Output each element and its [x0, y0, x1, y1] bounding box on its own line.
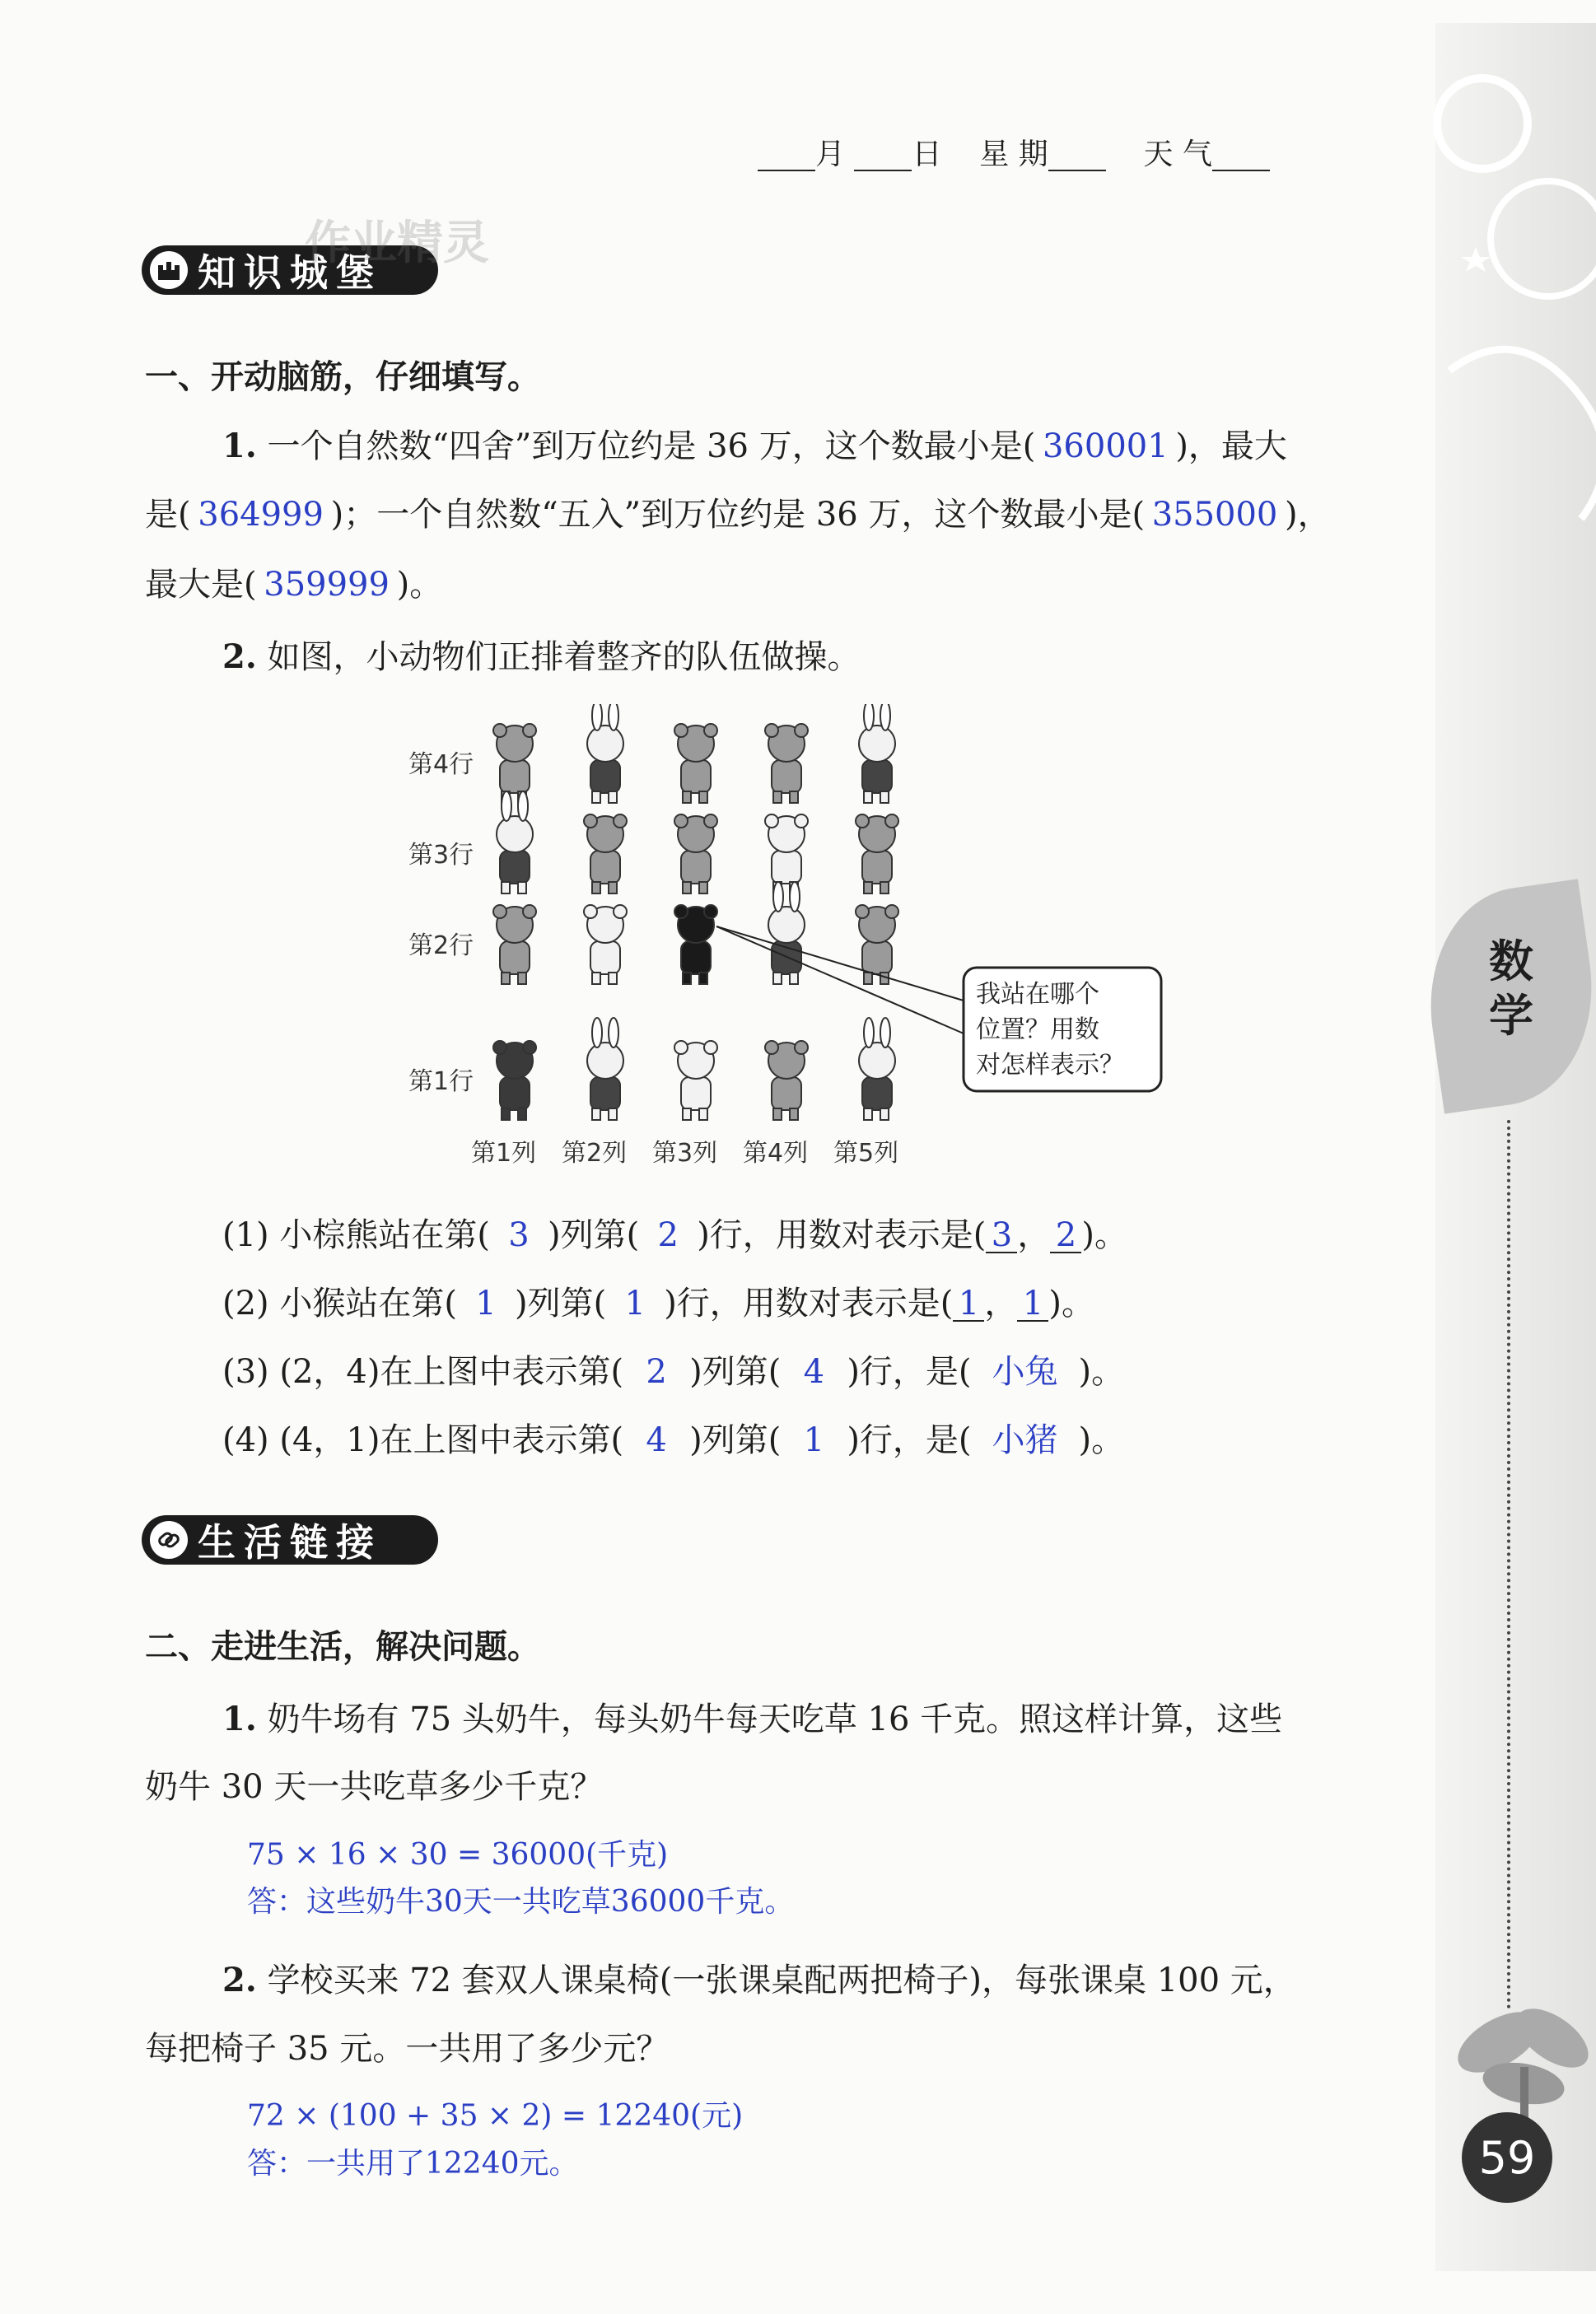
- q1-text7: )。: [396, 566, 443, 604]
- col-label-4: 第4列: [743, 1139, 809, 1168]
- p1-answer: 答：这些奶牛30天一共吃草36000千克。: [247, 1885, 795, 1919]
- sub4-prefix: (4) (4，1)在上图中表示第(: [222, 1421, 624, 1459]
- sub4-answer-col: 4: [646, 1421, 667, 1459]
- castle-icon: [150, 251, 188, 289]
- page-number: 59: [1462, 2112, 1552, 2203]
- q2-text: 如图，小动物们正排着整齐的队伍做操。: [267, 638, 861, 676]
- row-label-4: 第4行: [408, 750, 474, 779]
- q1-text4: )；一个自然数“五入”到万位约是 36 万，这个数最小是(: [330, 496, 1146, 534]
- banner-title-2: 生活链接: [198, 1520, 382, 1565]
- pig-icon: [856, 905, 898, 984]
- p1-text1: 奶牛场有 75 头奶牛，每头奶牛每天吃草 16 千克。照这样计算，这些: [267, 1701, 1283, 1738]
- p2-calculation: 72 × (100 + 35 × 2) = 12240(元): [247, 2099, 744, 2133]
- q1-answer-max: 364999: [198, 496, 324, 534]
- p1-text2: 奶牛 30 天一共吃草多少千克？: [145, 1768, 604, 1806]
- pig-icon: [493, 905, 536, 984]
- sub3-answer-row: 4: [803, 1353, 825, 1391]
- sub3-answer-col: 2: [646, 1353, 667, 1391]
- p1-calculation: 75 × 16 × 30 = 36000(千克): [247, 1838, 669, 1872]
- q2-line: [222, 637, 861, 676]
- sub2-answer-col: 1: [475, 1285, 497, 1323]
- q1-text3: 是(: [145, 496, 191, 534]
- sub2-end: )。: [1048, 1285, 1095, 1323]
- q1-number: 1.: [222, 427, 257, 465]
- sub2-comma: ，: [984, 1285, 1018, 1323]
- dog-icon: [765, 814, 808, 893]
- header-weather: 天 气: [1143, 138, 1212, 171]
- row-label-3: 第3行: [408, 841, 474, 870]
- pig-icon: [765, 724, 808, 803]
- q2-sub-3: [222, 1353, 1125, 1391]
- row-label-2: 第2行: [408, 931, 474, 960]
- sub4-suffix: )行，是(: [847, 1421, 972, 1459]
- sub2-mid: )列第(: [514, 1285, 607, 1323]
- sub4-answer-row: 1: [803, 1421, 825, 1459]
- sub3-suffix: )行，是(: [847, 1353, 972, 1391]
- p2-text1: 学校买来 72 套双人课桌椅(一张课桌配两把椅子)，每张课桌 100 元，: [267, 1962, 1296, 1999]
- sub1-mid: )列第(: [547, 1216, 640, 1254]
- sub1-prefix: (1) 小棕熊站在第(: [222, 1216, 490, 1254]
- q1-text5: )，: [1285, 496, 1331, 534]
- sub2-suffix: )行，用数对表示是(: [664, 1285, 954, 1323]
- dog-icon: [584, 905, 627, 984]
- rabbit-icon: [859, 704, 895, 803]
- p1-number: 1.: [222, 1700, 257, 1738]
- col-label-1: 第1列: [471, 1139, 537, 1168]
- sub2-pair-x: 1: [953, 1287, 984, 1322]
- sub3-prefix: (3) (2，4)在上图中表示第(: [222, 1353, 624, 1391]
- bubble-line-2: 位置？用数: [976, 1015, 1099, 1044]
- sub2-prefix: (2) 小猴站在第(: [222, 1285, 457, 1323]
- dotted-divider: [1507, 1120, 1510, 2009]
- col-label-5: 第5列: [833, 1139, 899, 1168]
- pig-icon: [674, 724, 717, 803]
- subject-char-2: 学: [1489, 990, 1533, 1042]
- sub4-answer-animal: 小猪: [992, 1421, 1058, 1459]
- header-weekday: 星 期: [979, 138, 1048, 171]
- q1-text2: )，最大: [1175, 427, 1287, 465]
- header-month: 月: [815, 138, 846, 171]
- p2-answer: 答：一共用了12240元。: [247, 2147, 579, 2181]
- header-day: 日: [912, 138, 942, 171]
- row-label-1: 第1行: [408, 1067, 474, 1096]
- dog-icon: [674, 1041, 717, 1120]
- header-date-line: [758, 140, 1270, 171]
- sub1-answer-col: 3: [508, 1216, 530, 1254]
- p2-text2: 每把椅子 35 元。一共用了多少元？: [145, 2030, 670, 2068]
- p1-line1: [222, 1700, 1283, 1738]
- sub1-end: )。: [1081, 1216, 1128, 1254]
- q1-line1: [222, 427, 1287, 465]
- rabbit-icon: [587, 1018, 623, 1120]
- pig-icon: [493, 724, 536, 803]
- sub2-answer-row: 1: [624, 1285, 646, 1323]
- q1-line3: [145, 566, 443, 604]
- q1-answer-min2: 355000: [1151, 496, 1278, 534]
- sub1-pair-y: 2: [1050, 1219, 1081, 1253]
- decorative-swirl-icon: [1433, 25, 1596, 560]
- rabbit-icon: [587, 704, 623, 803]
- sub3-answer-animal: 小兔: [992, 1353, 1058, 1391]
- section2-heading: 二、走进生活，解决问题。: [145, 1628, 540, 1666]
- sub1-pair-x: 3: [986, 1219, 1017, 1253]
- p2-number: 2.: [222, 1961, 257, 1999]
- col-label-3: 第3列: [652, 1139, 718, 1168]
- rabbit-icon: [497, 791, 533, 893]
- q1-text1: 一个自然数“四舍”到万位约是 36 万，这个数最小是(: [267, 427, 1036, 465]
- link-icon: [150, 1521, 188, 1559]
- pig-icon: [674, 814, 717, 893]
- q1-answer-min: 360001: [1042, 427, 1169, 465]
- sub1-comma: ，: [1017, 1216, 1051, 1254]
- section1-heading: 一、开动脑筋，仔细填写。: [145, 358, 540, 396]
- bubble-line-1: 我站在哪个: [976, 980, 1099, 1009]
- sub3-mid: )列第(: [689, 1353, 782, 1391]
- q1-answer-max2: 359999: [264, 566, 390, 604]
- pig-icon: [765, 1041, 808, 1120]
- watermark-text: 作业精灵: [305, 217, 489, 270]
- sub3-end: )。: [1078, 1353, 1125, 1391]
- pig-icon: [584, 814, 627, 893]
- p2-line1: [222, 1961, 1296, 1999]
- sub1-suffix: )行，用数对表示是(: [697, 1216, 987, 1254]
- banner-title: 知识城堡: [198, 250, 382, 295]
- q1-text6: 最大是(: [145, 566, 257, 604]
- sub2-pair-y: 1: [1017, 1287, 1048, 1322]
- rabbit-icon: [859, 1018, 895, 1120]
- q2-sub-1: [222, 1216, 1128, 1254]
- q2-sub-4: [222, 1421, 1125, 1459]
- sub1-answer-row: 2: [657, 1216, 679, 1254]
- q2-number: 2.: [222, 637, 257, 676]
- col-label-2: 第2列: [562, 1139, 628, 1168]
- animal-grid-figure: [395, 704, 1186, 1182]
- sub4-mid: )列第(: [689, 1421, 782, 1459]
- monkey-icon: [493, 1041, 536, 1120]
- rabbit-icon: [768, 882, 805, 984]
- sub4-end: )。: [1078, 1421, 1125, 1459]
- pig-icon: [856, 814, 898, 893]
- bubble-line-3: 对怎样表示？: [976, 1051, 1124, 1080]
- bear-icon: [674, 905, 717, 984]
- q2-sub-2: [222, 1287, 1094, 1322]
- section-banner-life: [142, 1515, 438, 1565]
- subject-char-1: 数: [1489, 935, 1533, 987]
- q1-line2: [145, 496, 1331, 534]
